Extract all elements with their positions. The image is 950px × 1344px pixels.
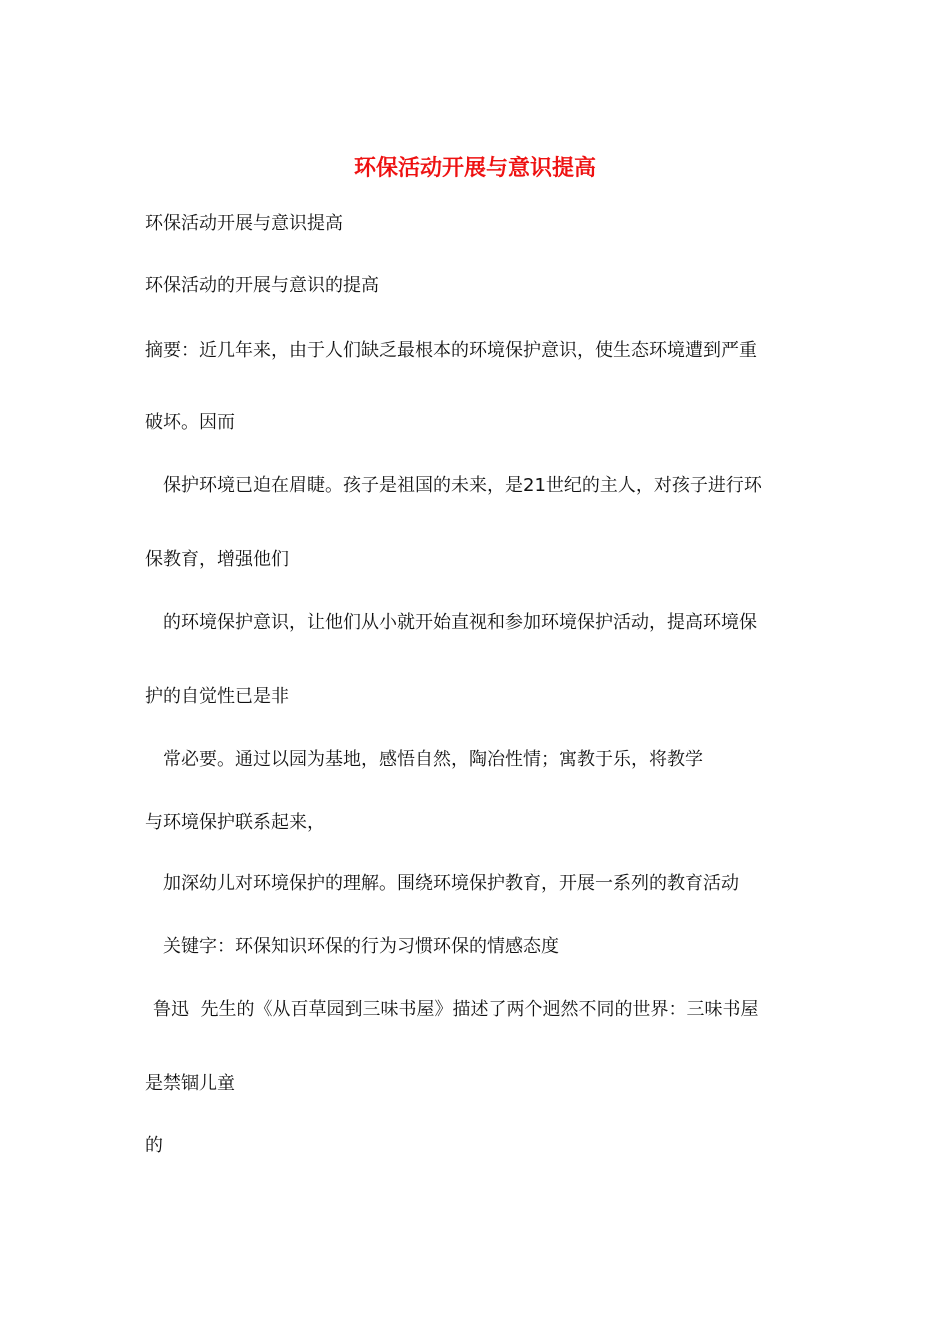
paragraph-line: 的环境保护意识，让他们从小就开始直视和参加环境保护活动，提高环境保 [163,612,757,633]
paragraph-line: 保护环境已迫在眉睫。孩子是祖国的未来，是21世纪的主人，对孩子进行环 [163,475,762,496]
document-title: 环保活动开展与意识提高 [353,155,596,181]
paragraph-line: 的 [145,1135,163,1156]
paragraph-line: 常必要。通过以园为基地，感悟自然，陶冶性情；寓教于乐，将教学 [163,749,703,770]
paragraph-line: 鲁迅 先生的《从百草园到三味书屋》描述了两个迥然不同的世界：三味书屋 [153,999,759,1020]
heading-line: 环保活动开展与意识提高 [145,213,343,234]
paragraph-line: 是禁锢儿童 [145,1073,235,1094]
paragraph-line: 破坏。因而 [145,412,235,433]
abstract-line: 摘要：近几年来，由于人们缺乏最根本的环境保护意识，使生态环境遭到严重 [145,340,757,361]
paragraph-line: 与环境保护联系起来， [145,812,325,833]
paragraph-line: 保教育，增强他们 [145,549,289,570]
paragraph-line: 护的自觉性已是非 [145,686,289,707]
subtitle-line: 环保活动的开展与意识的提高 [145,275,379,296]
paragraph-line: 加深幼儿对环境保护的理解。围绕环境保护教育，开展一系列的教育活动 [163,873,739,894]
keywords-line: 关键字：环保知识环保的行为习惯环保的情感态度 [163,936,559,957]
